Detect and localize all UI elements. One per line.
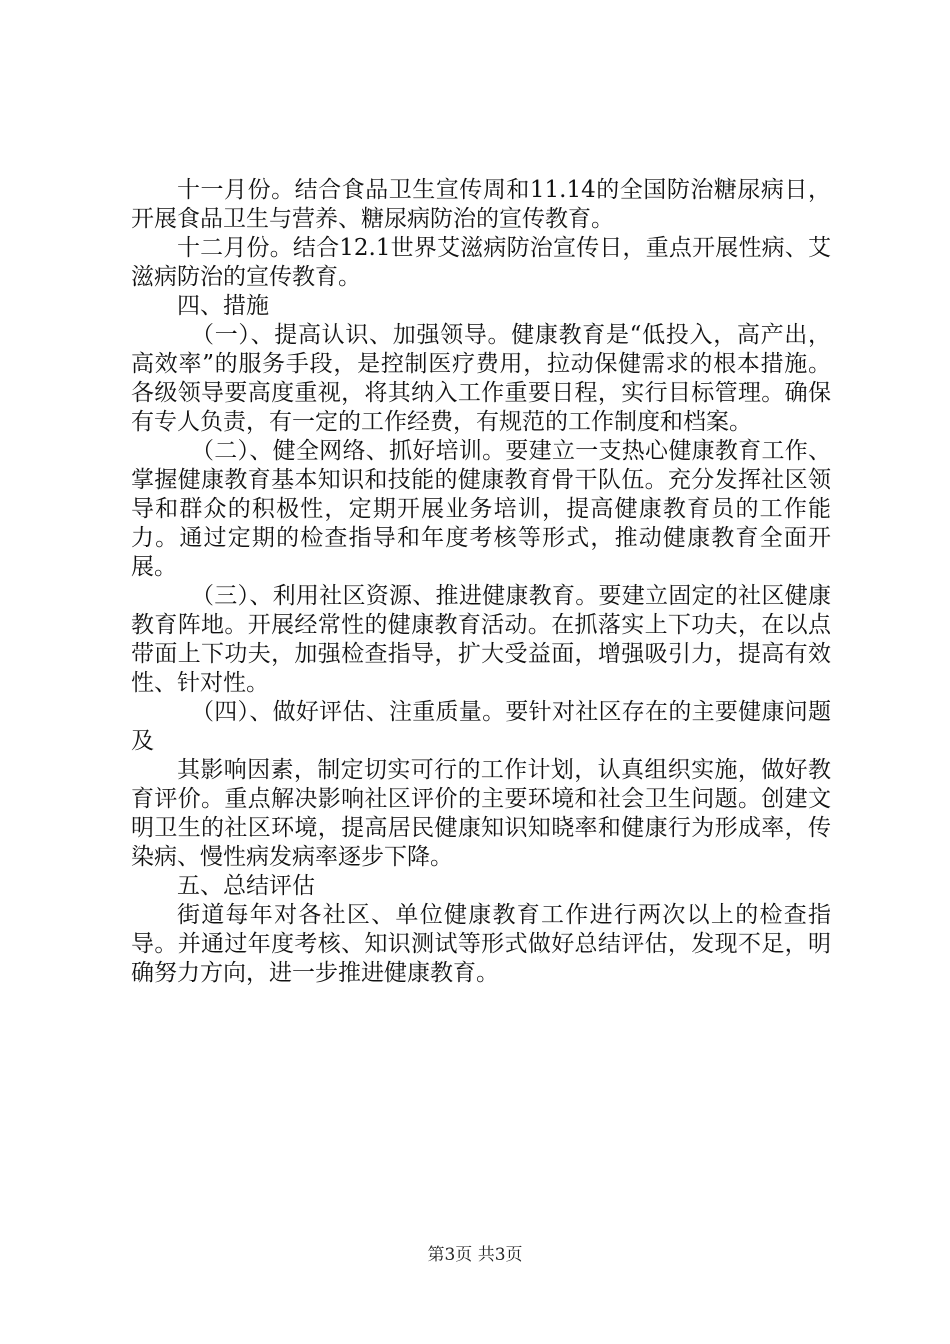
paragraph-measure-three: （三）、利用社区资源、推进健康教育。要建立固定的社区健康教育阵地。开展经常性的健康教育活动。在抓落实上下功夫，在以点带面上下功夫，加强检查指导，扩大受益面，增强吸引力，提高有效性、针对性。	[131, 583, 831, 696]
paragraph-evaluation: 街道每年对各社区、单位健康教育工作进行两次以上的检查指导。并通过年度考核、知识测试等形式做好总结评估，发现不足，明确努力方向，进一步推进健康教育。	[131, 902, 831, 986]
paragraph-measure-one: （一）、提高认识、加强领导。健康教育是“低投入，高产出，高效率”的服务手段，是控制医疗费用，拉动保健需求的根本措施。各级领导要高度重视，将其纳入工作重要日程，实行目标管理。确保有专人负责，有一定的工作经费，有规范的工作制度和档案。	[131, 322, 831, 435]
section-heading-evaluation: 五、总结评估	[177, 873, 315, 899]
page-footer	[0, 1244, 950, 1266]
paragraph-measure-four: （四）、做好评估、注重质量。要针对社区存在的主要健康问题及	[131, 699, 831, 754]
paragraph-measure-two: （二）、健全网络、抓好培训。要建立一支热心健康教育工作、掌握健康教育基本知识和技能的健康教育骨干队伍。充分发挥社区领导和群众的积极性，定期开展业务培训，提高健康教育员的工作能力。通过定期的检查指导和年度考核等形式，推动健康教育全面开展。	[131, 438, 831, 580]
section-heading-measures: 四、措施	[177, 293, 269, 319]
page-number-label: 第3页 共3页	[427, 1245, 523, 1265]
document-body	[131, 176, 831, 988]
paragraph-december: 十二月份。结合12.1世界艾滋病防治宣传日，重点开展性病、艾滋病防治的宣传教育。	[131, 235, 831, 290]
paragraph-november: 十一月份。结合食品卫生宣传周和11.14的全国防治糖尿病日，开展食品卫生与营养、糖尿病防治的宣传教育。	[131, 177, 831, 232]
paragraph-measure-four-continued: 其影响因素，制定切实可行的工作计划，认真组织实施，做好教育评价。重点解决影响社区评价的主要环境和社会卫生问题。创建文明卫生的社区环境，提高居民健康知识知晓率和健康行为形成率，传染病、慢性病发病率逐步下降。	[131, 757, 831, 870]
